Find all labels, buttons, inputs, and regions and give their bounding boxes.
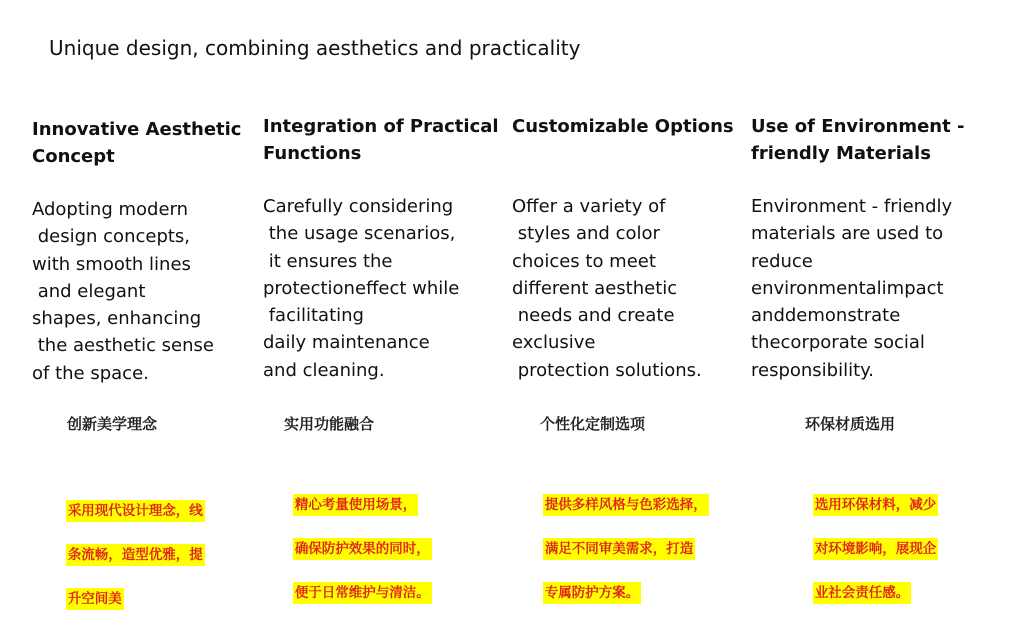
column-4-heading: Use of Environment - friendly Materials <box>751 116 965 164</box>
column-4-cn-heading: 环保材质选用 <box>805 415 896 433</box>
column-1-cn-line-1: 采用现代设计理念，线 <box>66 500 205 522</box>
column-1-cn-line-2: 条流畅，造型优雅，提 <box>66 544 205 566</box>
column-4-cn-line-1: 选用环保材料，减少 <box>813 494 939 516</box>
column-3-cn-summary <box>524 472 709 626</box>
column-2-cn-summary <box>274 472 432 626</box>
column-2-cn-line-2: 确保防护效果的同时， <box>293 538 432 560</box>
column-4-cn-line-2: 对环境影响，展现企 <box>813 538 939 560</box>
column-2-cn-line-1: 精心考量使用场景， <box>293 494 419 516</box>
column-1-cn-heading: 创新美学理念 <box>67 415 158 433</box>
column-4-cn-summary <box>794 472 938 626</box>
column-3-cn-line-3: 专属防护方案。 <box>543 582 642 604</box>
column-1-cn-line-3: 升空间美 <box>66 588 124 610</box>
column-3-cn-line-1: 提供多样风格与色彩选择， <box>543 494 709 516</box>
column-1-cn-summary <box>47 478 205 632</box>
column-3-heading: Customizable Options <box>512 116 734 137</box>
column-1-heading: Innovative Aesthetic Concept <box>32 119 242 167</box>
column-1-body: Adopting modern design concepts, with smooth lines and elegant shapes, enhancing the aesthetic sense of the space. <box>32 199 214 384</box>
column-4-body: Environment - friendly materials are used to reduce environmentalimpact anddemonstrate thecorporate social responsibility. <box>751 196 953 381</box>
column-3-body: Offer a variety of styles and color choices to meet different aesthetic needs and create exclusive protection solutions. <box>512 196 702 381</box>
column-2-body: Carefully considering the usage scenarios, it ensures the protectioneffect while facilitating daily maintenance and cleaning. <box>263 196 460 381</box>
column-2-cn-line-3: 便于日常维护与清洁。 <box>293 582 432 604</box>
column-4-cn-line-3: 业社会责任感。 <box>813 582 912 604</box>
column-3-cn-heading: 个性化定制选项 <box>540 415 646 433</box>
column-2-heading: Integration of Practical Functions <box>263 116 499 164</box>
column-2-cn-heading: 实用功能融合 <box>284 415 375 433</box>
slide-title: Unique design, combining aesthetics and practicality <box>49 36 581 60</box>
column-3-cn-line-2: 满足不同审美需求，打造 <box>543 538 696 560</box>
